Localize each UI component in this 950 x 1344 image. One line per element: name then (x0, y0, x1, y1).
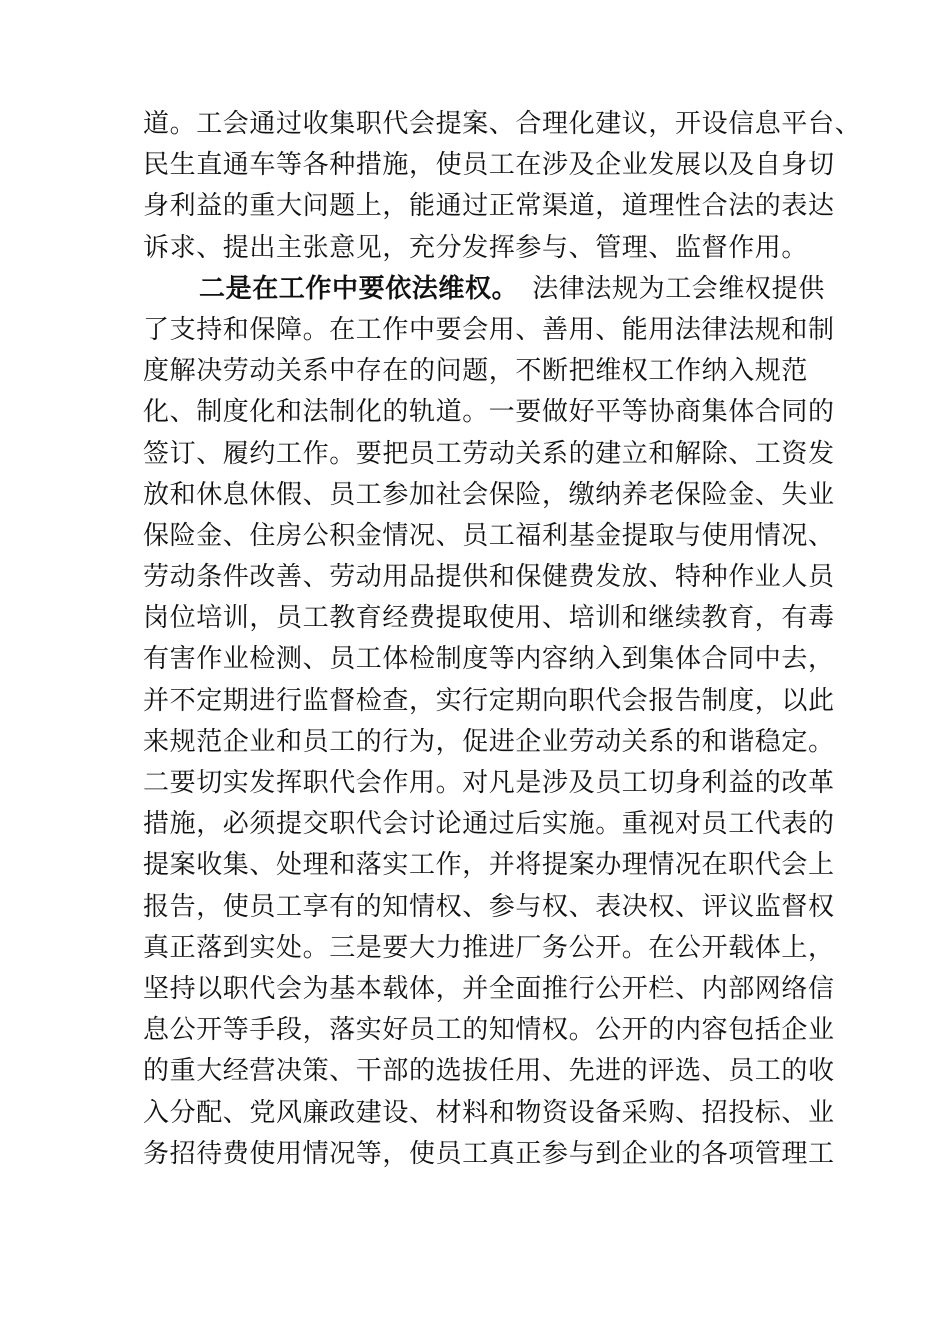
text-line: 了支持和保障。在工作中要会用、善用、能用法律法规和制 (143, 314, 835, 345)
text-line: 提案收集、处理和落实工作，并将提案办理情况在职代会上 (143, 850, 835, 881)
text-line: 二要切实发挥职代会作用。对凡是涉及员工切身利益的改革 (143, 768, 835, 798)
text-line: 措施，必须提交职代会讨论通过后实施。重视对员工代表的 (143, 809, 835, 840)
text-line: 民生直通车等各种措施，使员工在涉及企业发展以及自身切 (143, 150, 835, 181)
text-line: 的重大经营决策、干部的选拔任用、先进的评选、员工的收 (143, 1056, 835, 1087)
text-line: 息公开等手段，落实好员工的知情权。公开的内容包括企业 (143, 1015, 835, 1046)
paragraph-first-line (143, 269, 843, 310)
text-line: 度解决劳动关系中存在的问题，不断把维权工作纳入规范 (143, 356, 809, 387)
text-line: 报告，使员工享有的知情权、参与权、表决权、评议监督权 (143, 891, 835, 922)
text-line: 务招待费使用情况等，使员工真正参与到企业的各项管理工 (143, 1138, 835, 1169)
text-line: 入分配、党风廉政建设、材料和物资设备采购、招投标、业 (143, 1097, 835, 1128)
text-line: 保险金、住房公积金情况、员工福利基金提取与使用情况、 (143, 520, 835, 551)
text-line: 道。工会通过收集职代会提案、合理化建议，开设信息平台、 (143, 109, 862, 139)
text-line-tail: 法律法规为工会维权提供 (532, 273, 825, 304)
section-heading: 二是在工作中要依法维权。 (199, 273, 519, 304)
text-line: 诉求、提出主张意见，充分发挥参与、管理、监督作用。 (143, 232, 809, 263)
document-body (143, 104, 862, 1175)
text-line: 签订、履约工作。要把员工劳动关系的建立和解除、工资发 (143, 438, 835, 469)
text-line: 岗位培训，员工教育经费提取使用、培训和继续教育，有毒 (143, 603, 835, 634)
text-line: 来规范企业和员工的行为，促进企业劳动关系的和谐稳定。 (143, 726, 835, 757)
text-line: 有害作业检测、员工体检制度等内容纳入到集体合同中去， (143, 644, 835, 675)
text-line: 并不定期进行监督检查，实行定期向职代会报告制度，以此 (143, 685, 835, 716)
text-line: 身利益的重大问题上，能通过正常渠道，道理性合法的表达 (143, 191, 835, 222)
text-line: 劳动条件改善、劳动用品提供和保健费发放、特种作业人员 (143, 562, 835, 593)
text-line: 坚持以职代会为基本载体，并全面推行公开栏、内部网络信 (143, 973, 835, 1004)
text-line: 放和休息休假、员工参加社会保险，缴纳养老保险金、失业 (143, 479, 835, 510)
text-line: 化、制度化和法制化的轨道。一要做好平等协商集体合同的 (143, 397, 835, 428)
text-line: 真正落到实处。三是要大力推进厂务公开。在公开载体上， (143, 932, 835, 963)
